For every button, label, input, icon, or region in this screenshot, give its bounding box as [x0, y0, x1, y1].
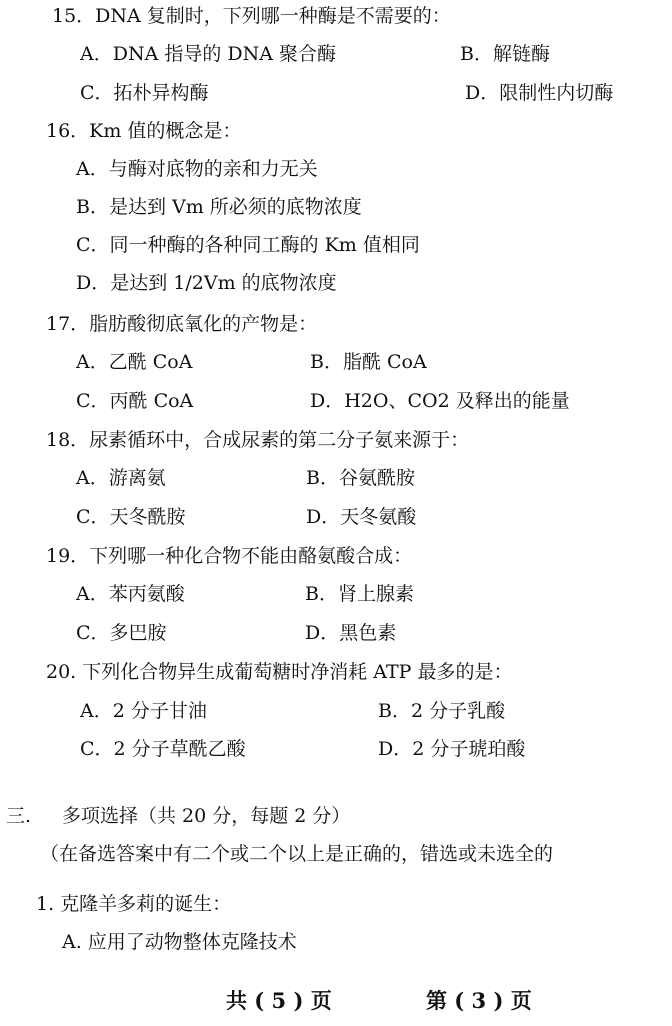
question-15-stem: 15．DNA 复制时，下列哪一种酶是不需要的：: [52, 5, 451, 27]
question-17-option-a: A．乙酰 CoA: [76, 351, 193, 373]
question-16-option-c: C．同一种酶的各种同工酶的 Km 值相同: [76, 234, 420, 256]
question-16-option-a: A．与酶对底物的亲和力无关: [76, 158, 318, 180]
question-19-option-b: B．肾上腺素: [305, 583, 414, 605]
question-17-option-c: C．丙酰 CoA: [76, 390, 194, 412]
question-17-option-b: B．脂酰 CoA: [310, 351, 427, 373]
question-20-option-b: B．2 分子乳酸: [378, 700, 506, 722]
section-title: 多项选择（共 20 分，每题 2 分）: [62, 805, 351, 827]
question-18-stem: 18．尿素循环中，合成尿素的第二分子氨来源于：: [46, 429, 470, 451]
question-17-stem: 17．脂肪酸彻底氧化的产物是：: [46, 313, 318, 335]
question-19-option-c: C．多巴胺: [76, 622, 167, 644]
question-15-option-d: D．限制性内切酶: [465, 82, 614, 104]
question-20-option-d: D．2 分子琥珀酸: [378, 738, 526, 760]
question-18-option-c: C．天冬酰胺: [76, 506, 186, 528]
question-20-stem: 20. 下列化合物异生成葡萄糖时净消耗 ATP 最多的是：: [46, 661, 513, 683]
question-18-option-a: A．游离氨: [76, 467, 166, 489]
question-16-option-b: B．是达到 Vm 所必须的底物浓度: [76, 196, 362, 218]
question-16-option-d: D．是达到 1/2Vm 的底物浓度: [76, 272, 337, 294]
section-number: 三.: [6, 805, 32, 827]
section-instruction: （在备选答案中有二个或二个以上是正确的，错选或未选全的: [40, 843, 554, 865]
question-18-option-b: B．谷氨酰胺: [306, 467, 415, 489]
question-16-stem: 16．Km 值的概念是：: [46, 120, 242, 142]
footer-total-pages: 共 ( 5 ) 页: [226, 988, 332, 1013]
section-question-1-stem: 1. 克隆羊多莉的诞生：: [36, 893, 232, 915]
question-19-option-a: A．苯丙氨酸: [76, 583, 185, 605]
section-question-1-option-a: A. 应用了动物整体克隆技术: [62, 931, 297, 953]
question-19-option-d: D．黑色素: [305, 622, 397, 644]
question-15-option-a: A．DNA 指导的 DNA 聚合酶: [80, 43, 336, 65]
question-20-option-a: A．2 分子甘油: [80, 700, 207, 722]
question-19-stem: 19．下列哪一种化合物不能由酪氨酸合成：: [46, 545, 413, 567]
question-20-option-c: C．2 分子草酰乙酸: [80, 738, 246, 760]
question-17-option-d: D．H2O、CO2 及释出的能量: [310, 390, 570, 412]
question-15-option-b: B．解链酶: [460, 43, 550, 65]
question-15-option-c: C．拓朴异构酶: [80, 82, 209, 104]
footer-current-page: 第 ( 3 ) 页: [426, 988, 532, 1013]
question-18-option-d: D．天冬氨酸: [306, 506, 417, 528]
